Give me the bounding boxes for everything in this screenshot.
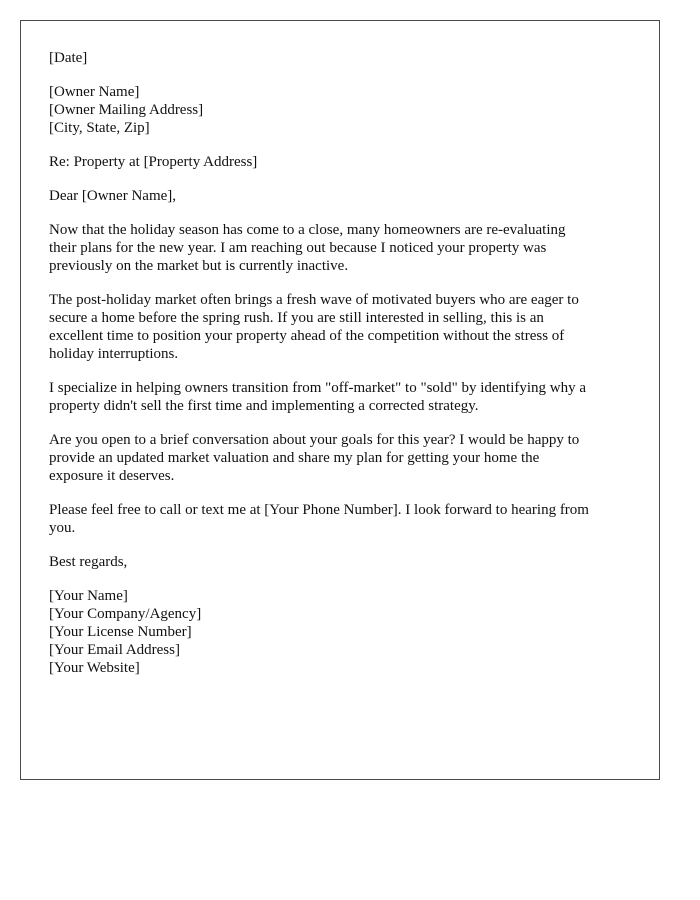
closing-block — [49, 553, 639, 571]
paragraph-line: provide an updated market valuation and share my plan for getting your home the — [49, 450, 540, 466]
salutation-block — [49, 187, 639, 205]
paragraph-line: The post-holiday market often brings a fresh wave of motivated buyers who are eager to — [49, 292, 579, 308]
signature-name: [Your Name] — [49, 588, 128, 604]
paragraph-line: their plans for the new year. I am reaching out because I noticed your property was — [49, 240, 547, 256]
paragraph-3 — [49, 379, 639, 415]
letter-closing: Best regards, — [49, 554, 128, 570]
date-block — [49, 49, 639, 67]
paragraph-4 — [49, 431, 639, 485]
recipient-address — [49, 83, 639, 137]
paragraph-line: you. — [49, 520, 76, 536]
paragraph-line: exposure it deserves. — [49, 468, 175, 484]
paragraph-line: previously on the market but is currently inactive. — [49, 258, 349, 274]
paragraph-5 — [49, 501, 639, 537]
recipient-city-state-zip: [City, State, Zip] — [49, 120, 150, 136]
signature-block — [49, 587, 639, 677]
signature-website: [Your Website] — [49, 660, 140, 676]
signature-email: [Your Email Address] — [49, 642, 180, 658]
paragraph-line: Are you open to a brief conversation about your goals for this year? I would be happy to — [49, 432, 580, 448]
paragraph-2 — [49, 291, 639, 363]
paragraph-line: holiday interruptions. — [49, 346, 179, 362]
signature-license: [Your License Number] — [49, 624, 192, 640]
paragraph-line: Please feel free to call or text me at [Your Phone Number]. I look forward to hearing from — [49, 502, 589, 518]
letter-date: [Date] — [49, 50, 88, 66]
letter-salutation: Dear [Owner Name], — [49, 188, 177, 204]
letter-content — [49, 49, 639, 693]
recipient-name: [Owner Name] — [49, 84, 140, 100]
paragraph-line: property didn't sell the first time and implementing a corrected strategy. — [49, 398, 479, 414]
paragraph-line: excellent time to position your property ahead of the competition without the stress of — [49, 328, 565, 344]
paragraph-line: I specialize in helping owners transition from "off-market" to "sold" by identifying why a — [49, 380, 587, 396]
paragraph-line: Now that the holiday season has come to a close, many homeowners are re-evaluating — [49, 222, 566, 238]
letter-subject: Re: Property at [Property Address] — [49, 154, 258, 170]
subject-block — [49, 153, 639, 171]
letter-page — [20, 20, 660, 780]
signature-company: [Your Company/Agency] — [49, 606, 202, 622]
paragraph-1 — [49, 221, 639, 275]
paragraph-line: secure a home before the spring rush. If you are still interested in selling, this is an — [49, 310, 544, 326]
recipient-mailing-address: [Owner Mailing Address] — [49, 102, 204, 118]
